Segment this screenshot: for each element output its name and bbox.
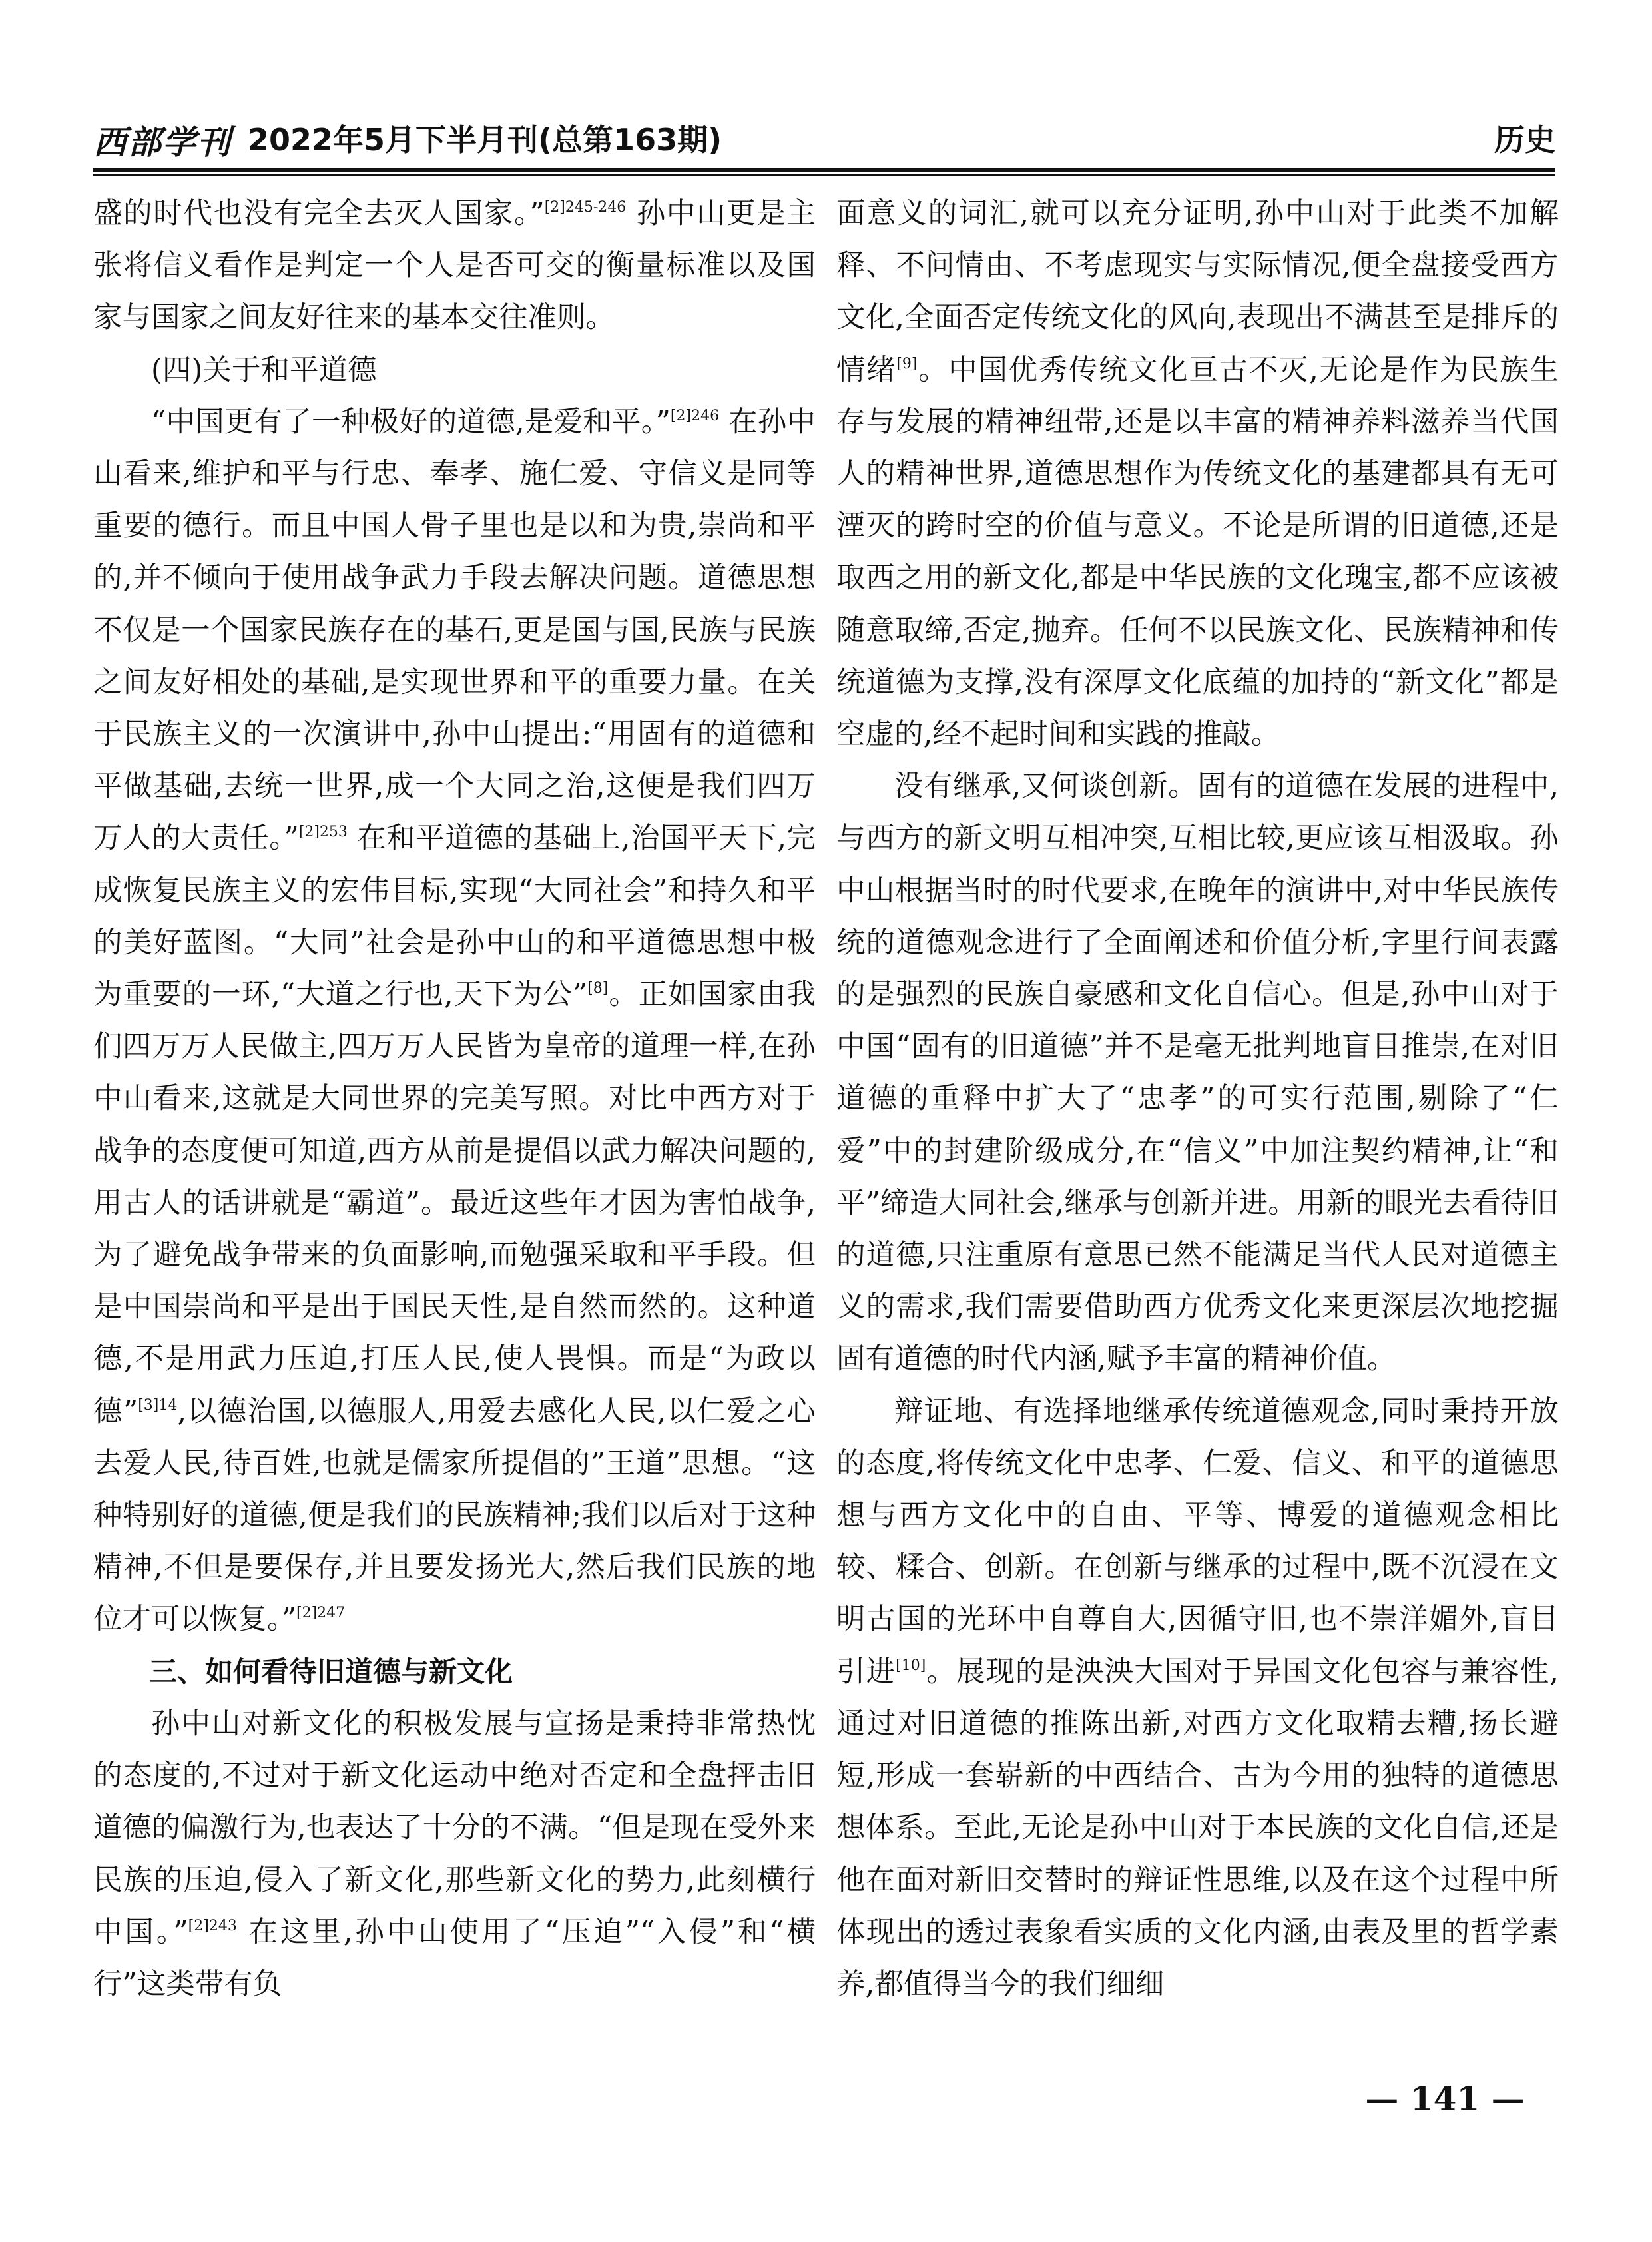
journal-masthead: 西部学刊 <box>93 123 232 162</box>
paragraph: 孙中山对新文化的积极发展与宣扬是秉持非常热忱的态度的,不过对于新文化运动中绝对否定和全盘抨击旧道德的偏激行为,也表达了十分的不满。“但是现在受外来民族的压迫,侵入了新文化,那些新文化的势力,此刻横行中国。”$^{[2]243}$ 在这里,孙中山使用了“压迫”“入侵”和“横行”这类带有负 <box>93 1707 816 2001</box>
citation-ref: [3]14 <box>138 1396 178 1414</box>
header-rule-thick <box>93 168 1555 172</box>
running-header <box>93 112 1555 165</box>
subsection-heading: (四)关于和平道德 <box>151 353 377 387</box>
citation-ref: [2]243 <box>188 1917 237 1934</box>
citation-ref: [10] <box>896 1657 926 1674</box>
citation-ref: [9] <box>896 355 918 372</box>
citation-ref: [8] <box>587 980 609 997</box>
right-column <box>836 188 1559 2046</box>
section-name: 历史 <box>1494 122 1555 158</box>
paragraph: 辩证地、有选择地继承传统道德观念,同时秉持开放的态度,将传统文化中忠孝、仁爱、信义、和平的道德思想与西方文化中的自由、平等、博爱的道德观念相比较、糅合、创新。在创新与继承的过程中,既不沉浸在文明古国的光环中自尊自大,因循守旧,也不崇洋媚外,盲目引进[10]。展现的是泱泱大国对于异国文化包容与兼容性,通过对旧道德的推陈出新,对西方文化取精去糟,扬长避短,形成一套崭新的中西结合、古为今用的独特的道德思想体系。至此,无论是孙中山对于本民族的文化自信,还是他在面对新旧交替时的辩证性思维,以及在这个过程中所体现出的透过表象看实质的文化内涵,由表及里的哲学素养,都值得当今的我们细细 <box>836 1394 1559 2001</box>
paragraph: 没有继承,又何谈创新。固有的道德在发展的进程中,与西方的新文明互相冲突,互相比较,更应该互相汲取。孙中山根据当时的时代要求,在晚年的演讲中,对中华民族传统的道德观念进行了全面阐述和价值分析,字里行间表露的是强烈的民族自豪感和文化自信心。但是,孙中山对于中国“固有的旧道德”并不是毫无批判地盲目推崇,在对旧道德的重释中扩大了“忠孝”的可实行范围,剔除了“仁爱”中的封建阶级成分,在“信义”中加注契约精神,让“和平”缔造大同社会,继承与创新并进。用新的眼光去看待旧的道德,只注重原有意思已然不能满足当代人民对道德主义的需求,我们需要借助西方优秀文化来更深层次地挖掘固有道德的时代内涵,赋予丰富的精神价值。 <box>836 770 1559 1376</box>
paragraph: 面意义的词汇,就可以充分证明,孙中山对于此类不加解释、不问情由、不考虑现实与实际情况,便全盘接受西方文化,全面否定传统文化的风向,表现出不满甚至是排斥的情绪[9]。中国优秀传统文化亘古不灭,无论是作为民族生存与发展的精神纽带,还是以丰富的精神养料滋养当代国人的精神世界,道德思想作为传统文化的基建都具有无可湮灭的跨时空的价值与意义。不论是所谓的旧道德,还是取西之用的新文化,都是中华民族的文化瑰宝,都不应该被随意取缔,否定,抛弃。任何不以民族文化、民族精神和传统道德为支撑,没有深厚文化底蕴的加持的“新文化”都是空虚的,经不起时间和实践的推敲。 <box>836 197 1559 752</box>
page-number: — 141 — <box>1365 2079 1525 2118</box>
section-heading: 三、如何看待旧道德与新文化 <box>149 1655 513 1688</box>
issue-info: 2022年5月下半月刊(总第163期) <box>248 122 722 158</box>
citation-ref: [2]245-246 <box>544 199 627 216</box>
paragraph: “中国更有了一种极好的道德,是爱和平。”$^{[2]246}$ 在孙中山看来,维护和平与行忠、奉孝、施仁爱、守信义是同等重要的德行。而且中国人骨子里也是以和为贵,崇尚和平的,并不倾向于使用战争武力手段去解决问题。道德思想不仅是一个国家民族存在的基石,更是国与国,民族与民族之间友好相处的基础,是实现世界和平的重要力量。在关于民族主义的一次演讲中,孙中山提出:“用固有的道德和平做基础,去统一世界,成一个大同之治,这便是我们四万万人的大责任。”$^{[2]253}$ 在和平道德的基础上,治国平天下,完成恢复民族主义的宏伟目标,实现“大同社会”和持久和平的美好蓝图。“大同”社会是孙中山的和平道德思想中极为重要的一环,“大道之行也,天下为公”[8]。正如国家由我们四万万人民做主,四万万人民皆为皇帝的道理一样,在孙中山看来,这就是大同世界的完美写照。对比中西方对于战争的态度便可知道,西方从前是提倡以武力解决问题的,用古人的话讲就是“霸道”。最近这些年才因为害怕战争,为了避免战争带来的负面影响,而勉强采取和平手段。但是中国崇尚和平是出于国民天性,是自然而然的。这种道德,不是用武力压迫,打压人民,使人畏惧。而是“为政以德”$^{[3]14}$,以德治国,以德服人,用爱去感化人民,以仁爱之心去爱人民,待百姓,也就是儒家所提倡的”王道”思想。“这种特别好的道德,便是我们的民族精神;我们以后对于这种精神,不但是要保存,并且要发扬光大,然后我们民族的地位才可以恢复。”$^{[2]247}$ <box>93 405 816 1637</box>
paragraph: 盛的时代也没有完全去灭人国家。”$^{[2]245-246}$ 孙中山更是主张将信义看作是判定一个人是否可交的衡量标准以及国家与国家之间友好往来的基本交往准则。 <box>93 197 816 335</box>
header-rule-thin <box>93 174 1555 176</box>
left-column <box>93 188 816 2046</box>
citation-ref: [2]253 <box>298 824 348 841</box>
citation-ref: [2]247 <box>296 1605 346 1622</box>
citation-ref: [2]246 <box>670 407 720 424</box>
